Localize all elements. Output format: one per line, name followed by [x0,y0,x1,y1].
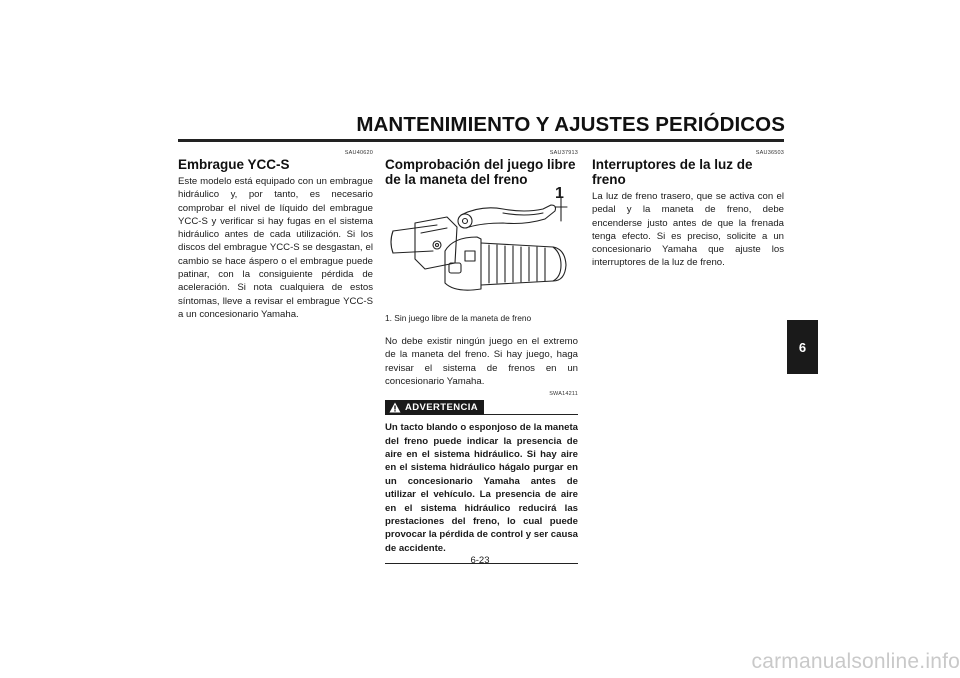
section-brake-light [592,150,784,270]
section-title: Interruptores de la luz de freno [592,157,753,187]
warning-rule [484,414,578,415]
figure-caption: 1. Sin juego libre de la maneta de freno [385,313,532,323]
section-brake-lever [385,150,578,564]
section-code: SAU37913 [549,150,578,156]
header-rule [178,139,784,142]
warning-code: SWA14211 [549,391,578,398]
section-body: Este modelo está equipado con un embrague hidráulico y, por tanto, es necesario comprobar el nivel de líquido del embrague YCC-S y verificar si hay fugas en el sistema hidráulico antes de cada utilización. Si los discos del embrague YCC-S se desgastan, el cambio se hace áspero o el embrague puede patinar, con la consiguiente pérdida de aceleración. Si nota cualquiera de estos síntomas, lleve a revisar el embrague YCC-S a un concesionario Yamaha. [178,176,373,320]
watermark-text: carmanualsonline.info [751,650,960,673]
brake-lever-illustration [385,193,578,311]
section-code: SAU36503 [755,150,784,156]
page-header-title: MANTENIMIENTO Y AJUSTES PERIÓDICOS [356,113,785,136]
section-title: Comprobación del juego libre de la maneta del freno [385,157,576,187]
warning-badge [385,400,484,415]
section-clutch [178,150,373,321]
warning-block [385,391,578,564]
warning-text: Un tacto blando o esponjoso de la maneta del freno puede indicar la presencia de aire en el sistema hidráulico. Si hay aire en el sistema hidráulico hágalo purgar en un concesionario Yamaha antes de utilizar el vehículo. La presencia de aire en el sistema hidráulico reducirá las prestaciones del freno, lo cual puede provocar la pérdida de control y ser causa de accidente. [385,422,579,554]
section-body: La luz de freno trasero, que se activa con el pedal y la maneta de freno, debe encenderse justo antes de que la frenada tenga efecto. Si es preciso, solicite a un concesionario Yamaha que ajuste los interruptores de la luz de freno. [592,191,784,269]
section-body: No debe existir ningún juego en el extremo de la maneta del freno. Si hay juego, haga revisar el sistema de frenos en un concesionario Yamaha. [385,336,578,387]
chapter-tab: 6 [787,320,818,374]
warning-label: ADVERTENCIA [405,402,479,414]
brake-lever-figure [385,185,578,311]
figure-callout-number: 1 [555,185,564,202]
page-number: 6-23 [470,555,490,566]
section-code: SAU40620 [344,150,373,156]
section-title: Embrague YCC-S [178,157,290,172]
warning-triangle-icon [389,402,401,413]
